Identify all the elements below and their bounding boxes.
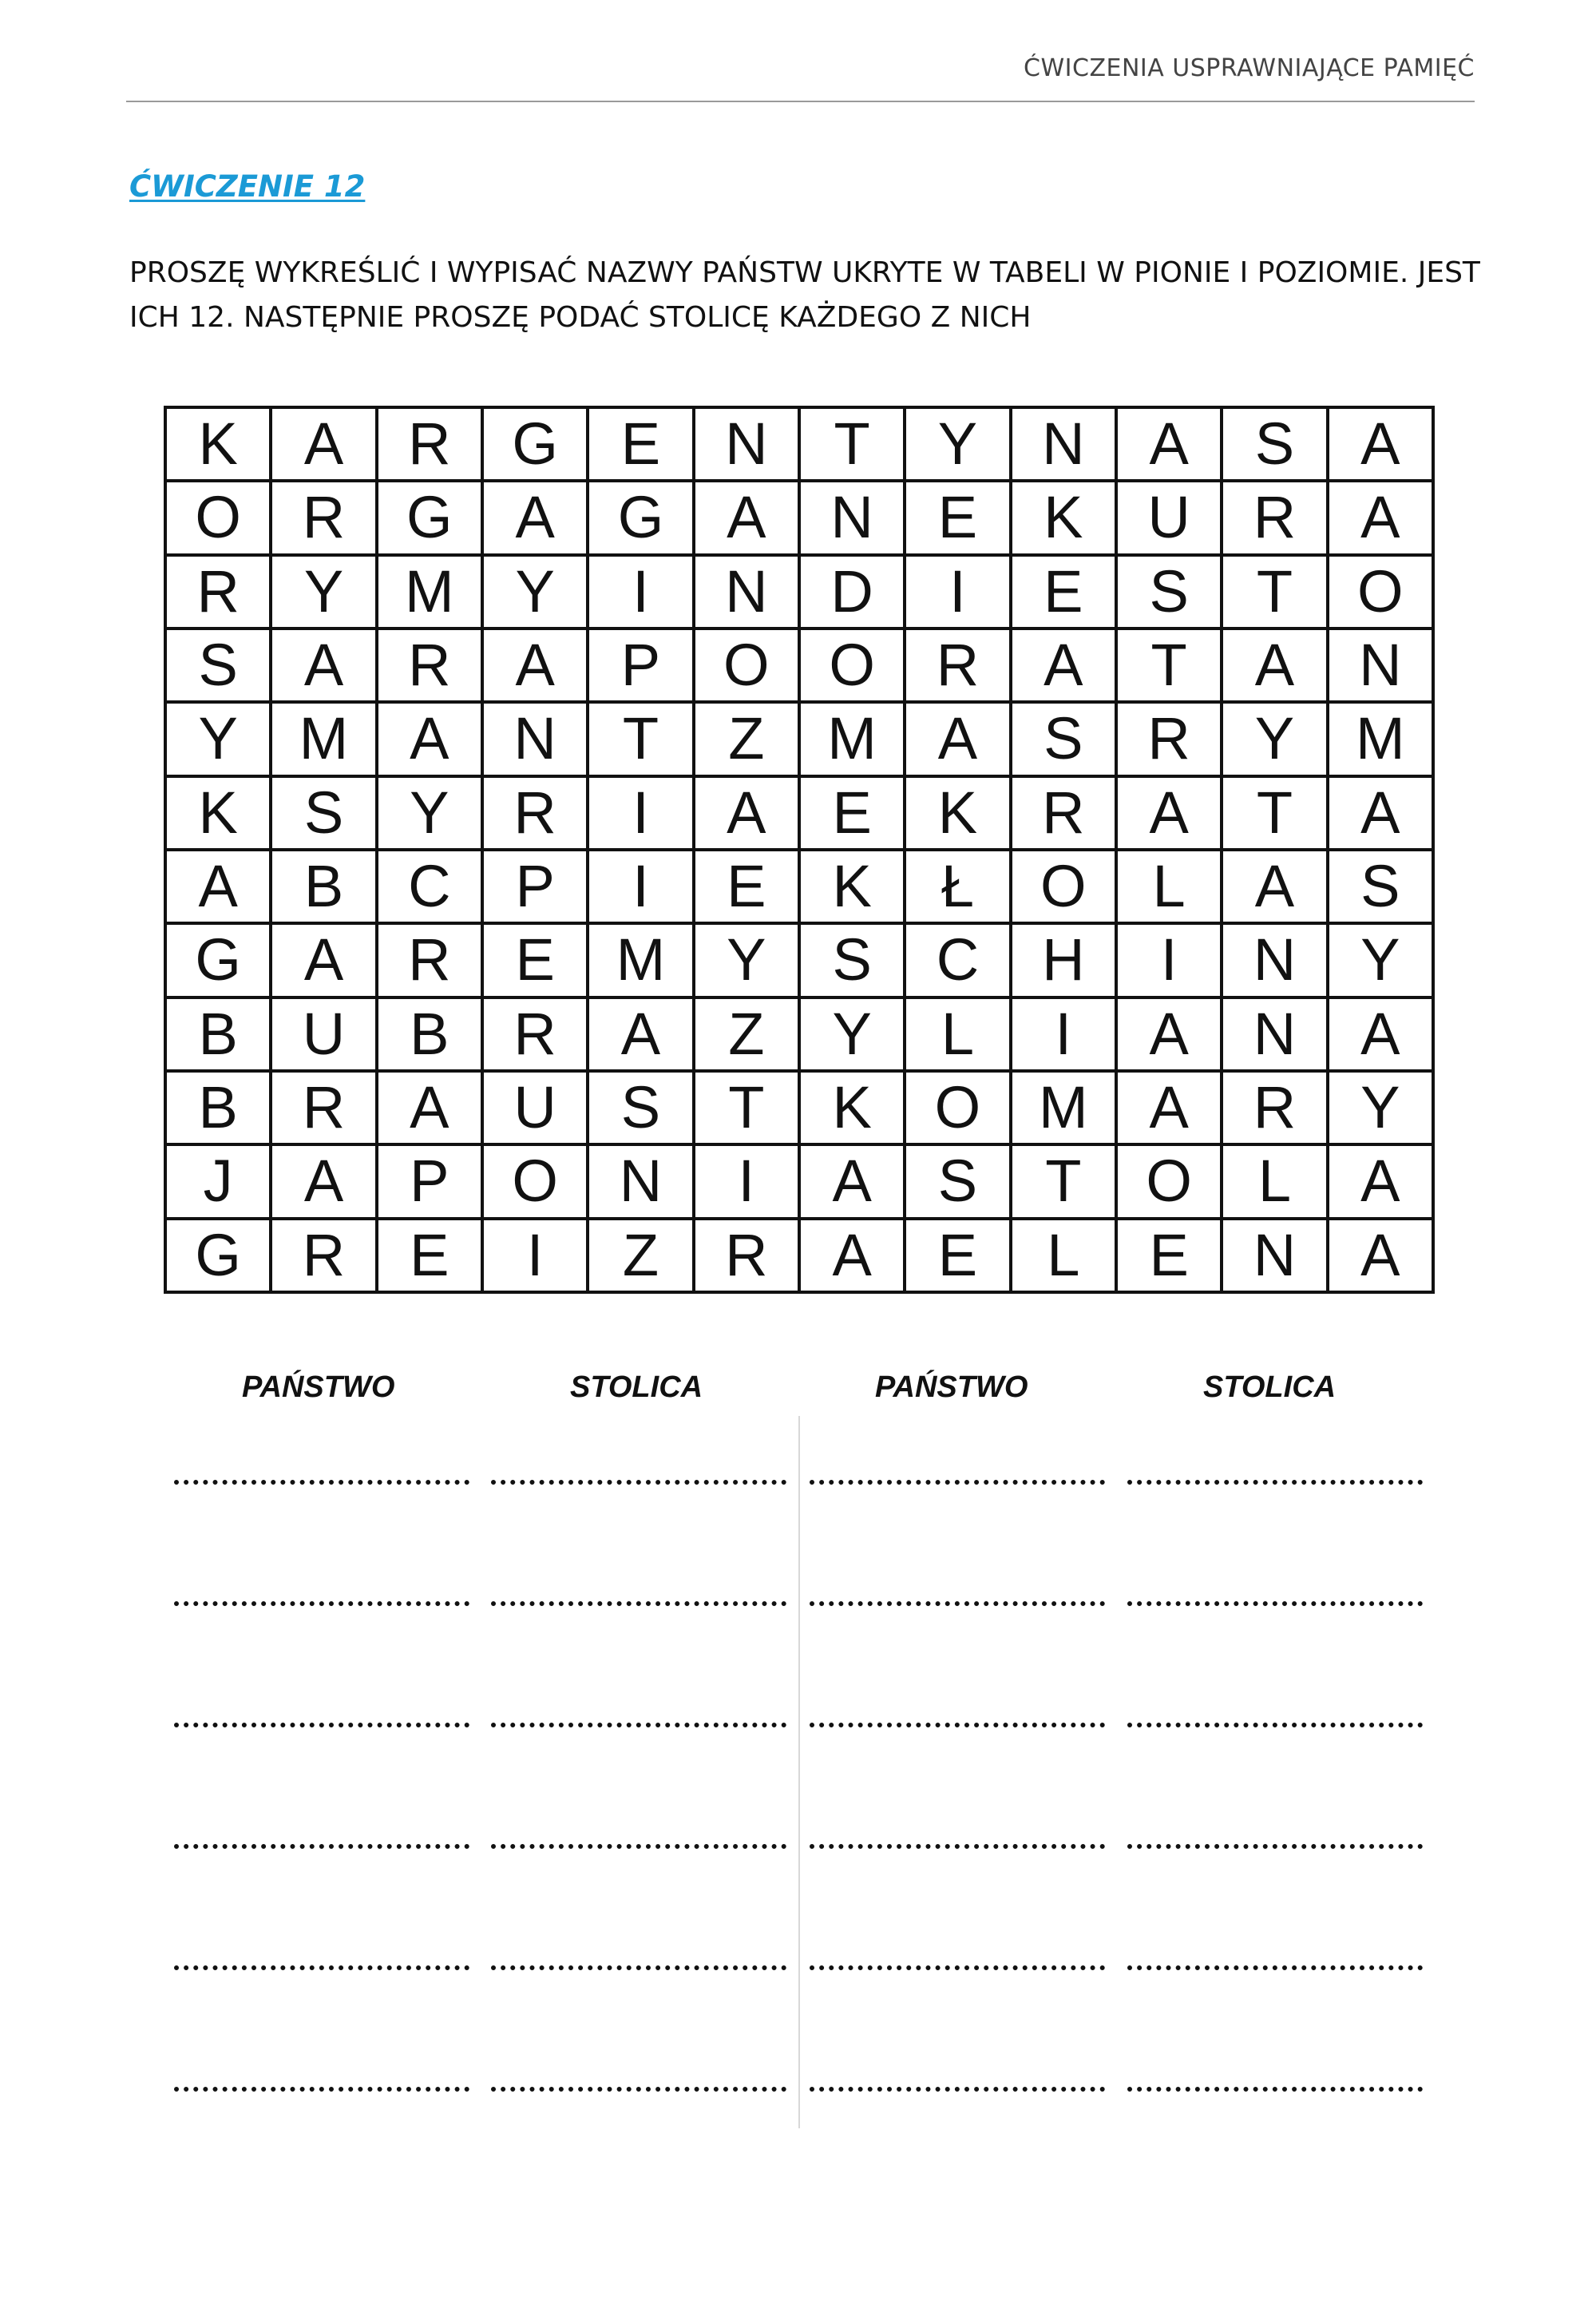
grid-cell[interactable]: A bbox=[1222, 629, 1327, 702]
grid-cell[interactable]: A bbox=[799, 1144, 905, 1218]
grid-cell[interactable]: K bbox=[165, 776, 271, 850]
grid-cell[interactable]: H bbox=[1011, 923, 1116, 997]
instruction-line-2: ICH 12. NASTĘPNIE PROSZĘ PODAĆ STOLICĘ KAŻDEGO Z NICH bbox=[129, 301, 1032, 334]
grid-cell[interactable]: E bbox=[905, 481, 1010, 554]
grid-cell[interactable]: I bbox=[1011, 997, 1116, 1071]
grid-cell[interactable]: E bbox=[588, 407, 693, 481]
grid-cell[interactable]: C bbox=[377, 850, 482, 923]
grid-cell[interactable]: S bbox=[588, 1071, 693, 1144]
grid-cell[interactable]: A bbox=[1328, 1144, 1433, 1218]
grid-cell[interactable]: O bbox=[165, 481, 271, 554]
grid-cell[interactable]: Y bbox=[482, 555, 588, 629]
grid-row bbox=[165, 850, 1433, 923]
grid-cell[interactable]: K bbox=[1011, 481, 1116, 554]
grid-cell[interactable]: G bbox=[165, 923, 271, 997]
grid-cell[interactable]: U bbox=[482, 1071, 588, 1144]
grid-cell[interactable]: Z bbox=[694, 702, 799, 775]
grid-cell[interactable]: G bbox=[165, 1219, 271, 1292]
grid-cell[interactable]: N bbox=[1222, 1219, 1327, 1292]
grid-cell[interactable]: A bbox=[799, 1219, 905, 1292]
grid-cell[interactable]: A bbox=[165, 850, 271, 923]
answer-line-country-2[interactable] bbox=[810, 1844, 1105, 1849]
grid-cell[interactable]: I bbox=[905, 555, 1010, 629]
grid-cell[interactable]: R bbox=[271, 481, 376, 554]
answer-line-capital-1[interactable] bbox=[491, 1965, 786, 1970]
grid-cell[interactable]: S bbox=[1222, 407, 1327, 481]
grid-cell[interactable]: L bbox=[905, 997, 1010, 1071]
grid-cell[interactable]: A bbox=[377, 702, 482, 775]
grid-cell[interactable]: R bbox=[482, 776, 588, 850]
grid-cell[interactable]: O bbox=[905, 1071, 1010, 1144]
grid-cell[interactable]: I bbox=[1116, 923, 1222, 997]
answer-line-capital-2[interactable] bbox=[1127, 1480, 1423, 1485]
answer-line-country-2[interactable] bbox=[810, 1965, 1105, 1970]
grid-cell[interactable]: P bbox=[482, 850, 588, 923]
grid-cell[interactable]: A bbox=[271, 629, 376, 702]
grid-cell[interactable]: T bbox=[588, 702, 693, 775]
grid-cell[interactable]: E bbox=[482, 923, 588, 997]
grid-cell[interactable]: N bbox=[694, 407, 799, 481]
grid-cell[interactable]: N bbox=[1222, 923, 1327, 997]
grid-cell[interactable]: T bbox=[694, 1071, 799, 1144]
grid-cell[interactable]: R bbox=[377, 923, 482, 997]
grid-cell[interactable]: A bbox=[1116, 407, 1222, 481]
word-search-grid bbox=[164, 406, 1435, 1294]
answer-line-capital-2[interactable] bbox=[1127, 2087, 1423, 2092]
grid-cell[interactable]: Y bbox=[905, 407, 1010, 481]
grid-cell[interactable]: J bbox=[165, 1144, 271, 1218]
grid-row bbox=[165, 776, 1433, 850]
grid-cell[interactable]: A bbox=[588, 997, 693, 1071]
grid-cell[interactable]: O bbox=[799, 629, 905, 702]
grid-cell[interactable]: N bbox=[694, 555, 799, 629]
grid-cell[interactable]: A bbox=[694, 776, 799, 850]
answer-line-country-1[interactable] bbox=[174, 1723, 469, 1727]
grid-cell[interactable]: T bbox=[1116, 629, 1222, 702]
grid-row bbox=[165, 555, 1433, 629]
grid-cell[interactable]: B bbox=[165, 1071, 271, 1144]
grid-cell[interactable]: E bbox=[377, 1219, 482, 1292]
answer-line-country-1[interactable] bbox=[174, 1965, 469, 1970]
grid-row bbox=[165, 407, 1433, 481]
grid-cell[interactable]: T bbox=[1222, 776, 1327, 850]
answer-line-country-1[interactable] bbox=[174, 1601, 469, 1606]
header-divider bbox=[126, 101, 1475, 102]
grid-row bbox=[165, 1219, 1433, 1292]
answer-line-capital-2[interactable] bbox=[1127, 1723, 1423, 1727]
grid-cell[interactable]: B bbox=[165, 997, 271, 1071]
grid-cell[interactable]: R bbox=[165, 555, 271, 629]
grid-cell[interactable]: O bbox=[482, 1144, 588, 1218]
grid-cell[interactable]: Ł bbox=[905, 850, 1010, 923]
grid-cell[interactable]: A bbox=[1328, 481, 1433, 554]
grid-cell[interactable]: R bbox=[482, 997, 588, 1071]
grid-cell[interactable]: A bbox=[694, 481, 799, 554]
grid-cell[interactable]: M bbox=[271, 702, 376, 775]
answer-line-capital-2[interactable] bbox=[1127, 1844, 1423, 1849]
grid-cell[interactable]: R bbox=[1222, 481, 1327, 554]
grid-cell[interactable]: O bbox=[1328, 555, 1433, 629]
grid-row bbox=[165, 1144, 1433, 1218]
grid-cell[interactable]: E bbox=[694, 850, 799, 923]
answer-line-capital-2[interactable] bbox=[1127, 1965, 1423, 1970]
exercise-title: ĆWICZENIE 12 bbox=[129, 169, 366, 204]
grid-cell[interactable]: Y bbox=[377, 776, 482, 850]
grid-cell[interactable]: A bbox=[271, 407, 376, 481]
grid-cell[interactable]: P bbox=[377, 1144, 482, 1218]
grid-cell[interactable]: O bbox=[1116, 1144, 1222, 1218]
grid-cell[interactable]: A bbox=[1328, 997, 1433, 1071]
grid-cell[interactable]: Y bbox=[694, 923, 799, 997]
answer-line-capital-1[interactable] bbox=[491, 1480, 786, 1485]
grid-cell[interactable]: C bbox=[905, 923, 1010, 997]
grid-cell[interactable]: A bbox=[271, 1144, 376, 1218]
grid-cell[interactable]: I bbox=[482, 1219, 588, 1292]
answer-line-capital-1[interactable] bbox=[491, 1844, 786, 1849]
answers-header-capital-1: STOLICA bbox=[570, 1370, 703, 1404]
grid-cell[interactable]: M bbox=[588, 923, 693, 997]
grid-cell[interactable]: L bbox=[1011, 1219, 1116, 1292]
grid-cell[interactable]: N bbox=[799, 481, 905, 554]
grid-cell[interactable]: I bbox=[694, 1144, 799, 1218]
grid-row bbox=[165, 1071, 1433, 1144]
answer-line-capital-1[interactable] bbox=[491, 1723, 786, 1727]
grid-cell[interactable]: N bbox=[1011, 407, 1116, 481]
grid-cell[interactable]: S bbox=[271, 776, 376, 850]
grid-cell[interactable]: A bbox=[377, 1071, 482, 1144]
grid-cell[interactable]: R bbox=[377, 407, 482, 481]
grid-cell[interactable]: K bbox=[799, 850, 905, 923]
grid-cell[interactable]: N bbox=[1328, 629, 1433, 702]
grid-cell[interactable]: A bbox=[1116, 776, 1222, 850]
grid-cell[interactable]: A bbox=[1328, 1219, 1433, 1292]
grid-cell[interactable]: K bbox=[905, 776, 1010, 850]
grid-row bbox=[165, 629, 1433, 702]
grid-cell[interactable]: E bbox=[799, 776, 905, 850]
answers-header-country-1: PAŃSTWO bbox=[242, 1370, 395, 1404]
grid-cell[interactable]: L bbox=[1116, 850, 1222, 923]
grid-cell[interactable]: I bbox=[588, 776, 693, 850]
grid-cell[interactable]: M bbox=[1328, 702, 1433, 775]
instruction-line-1: PROSZĘ WYKREŚLIĆ I WYPISAĆ NAZWY PAŃSTW UKRYTE W TABELI W PIONIE I POZIOMIE. JEST bbox=[129, 256, 1480, 289]
grid-cell[interactable]: R bbox=[377, 629, 482, 702]
grid-cell[interactable]: Z bbox=[694, 997, 799, 1071]
answer-line-capital-1[interactable] bbox=[491, 1601, 786, 1606]
grid-cell[interactable]: A bbox=[482, 629, 588, 702]
answers-header-country-2: PAŃSTWO bbox=[875, 1370, 1028, 1404]
grid-cell[interactable]: L bbox=[1222, 1144, 1327, 1218]
grid-cell[interactable]: A bbox=[905, 702, 1010, 775]
grid-cell[interactable]: A bbox=[1116, 1071, 1222, 1144]
grid-cell[interactable]: S bbox=[1116, 555, 1222, 629]
grid-cell[interactable]: S bbox=[905, 1144, 1010, 1218]
grid-cell[interactable]: T bbox=[799, 407, 905, 481]
instruction-text bbox=[129, 251, 1487, 340]
answer-line-country-2[interactable] bbox=[810, 1723, 1105, 1727]
grid-cell[interactable]: G bbox=[482, 407, 588, 481]
answer-line-country-1[interactable] bbox=[174, 1480, 469, 1485]
grid-cell[interactable]: Y bbox=[271, 555, 376, 629]
grid-row bbox=[165, 481, 1433, 554]
answer-line-country-2[interactable] bbox=[810, 2087, 1105, 2092]
grid-cell[interactable]: A bbox=[271, 923, 376, 997]
grid-cell[interactable]: Y bbox=[1328, 923, 1433, 997]
grid-cell[interactable]: T bbox=[1222, 555, 1327, 629]
answer-line-country-1[interactable] bbox=[174, 2087, 469, 2092]
grid-cell[interactable]: O bbox=[1011, 850, 1116, 923]
grid-cell[interactable]: R bbox=[1222, 1071, 1327, 1144]
grid-cell[interactable]: R bbox=[905, 629, 1010, 702]
grid-cell[interactable]: S bbox=[1011, 702, 1116, 775]
grid-cell[interactable]: M bbox=[799, 702, 905, 775]
grid-cell[interactable]: N bbox=[482, 702, 588, 775]
grid-cell[interactable]: D bbox=[799, 555, 905, 629]
grid-cell[interactable]: R bbox=[1116, 702, 1222, 775]
grid-cell[interactable]: E bbox=[905, 1219, 1010, 1292]
grid-cell[interactable]: P bbox=[588, 629, 693, 702]
grid-cell[interactable]: N bbox=[588, 1144, 693, 1218]
answer-line-country-2[interactable] bbox=[810, 1480, 1105, 1485]
grid-cell[interactable]: E bbox=[1116, 1219, 1222, 1292]
grid-cell[interactable]: S bbox=[1328, 850, 1433, 923]
answers-column-divider bbox=[798, 1416, 800, 2128]
grid-cell[interactable]: B bbox=[271, 850, 376, 923]
grid-row bbox=[165, 923, 1433, 997]
grid-cell[interactable]: K bbox=[165, 407, 271, 481]
grid-cell[interactable]: Y bbox=[1222, 702, 1327, 775]
grid-cell[interactable]: T bbox=[1011, 1144, 1116, 1218]
grid-cell[interactable]: A bbox=[1328, 407, 1433, 481]
grid-cell[interactable]: B bbox=[377, 997, 482, 1071]
answer-line-country-2[interactable] bbox=[810, 1601, 1105, 1606]
grid-cell[interactable]: R bbox=[694, 1219, 799, 1292]
grid-cell[interactable]: A bbox=[1222, 850, 1327, 923]
grid-cell[interactable]: Z bbox=[588, 1219, 693, 1292]
running-header: ĆWICZENIA USPRAWNIAJĄCE PAMIĘĆ bbox=[1024, 54, 1475, 82]
grid-cell[interactable]: G bbox=[377, 481, 482, 554]
grid-cell[interactable]: A bbox=[1328, 776, 1433, 850]
grid-cell[interactable]: I bbox=[588, 555, 693, 629]
grid-cell[interactable]: N bbox=[1222, 997, 1327, 1071]
answers-header-capital-2: STOLICA bbox=[1203, 1370, 1337, 1404]
grid-row bbox=[165, 702, 1433, 775]
grid-cell[interactable]: U bbox=[271, 997, 376, 1071]
grid-row bbox=[165, 997, 1433, 1071]
grid-cell[interactable]: A bbox=[1116, 997, 1222, 1071]
grid-cell[interactable]: Y bbox=[799, 997, 905, 1071]
answer-line-country-1[interactable] bbox=[174, 1844, 469, 1849]
grid-cell[interactable]: R bbox=[271, 1071, 376, 1144]
grid-cell[interactable]: A bbox=[1011, 629, 1116, 702]
grid-cell[interactable]: O bbox=[694, 629, 799, 702]
grid-cell[interactable]: M bbox=[377, 555, 482, 629]
grid-cell[interactable]: G bbox=[588, 481, 693, 554]
grid-cell[interactable]: K bbox=[799, 1071, 905, 1144]
grid-cell[interactable]: S bbox=[799, 923, 905, 997]
grid-cell[interactable]: Y bbox=[1328, 1071, 1433, 1144]
answer-line-capital-1[interactable] bbox=[491, 2087, 786, 2092]
grid-cell[interactable]: R bbox=[271, 1219, 376, 1292]
grid-cell[interactable]: I bbox=[588, 850, 693, 923]
grid-cell[interactable]: U bbox=[1116, 481, 1222, 554]
grid-cell[interactable]: R bbox=[1011, 776, 1116, 850]
grid-cell[interactable]: M bbox=[1011, 1071, 1116, 1144]
grid-cell[interactable]: S bbox=[165, 629, 271, 702]
grid-cell[interactable]: E bbox=[1011, 555, 1116, 629]
grid-cell[interactable]: A bbox=[482, 481, 588, 554]
answer-line-capital-2[interactable] bbox=[1127, 1601, 1423, 1606]
grid-cell[interactable]: Y bbox=[165, 702, 271, 775]
